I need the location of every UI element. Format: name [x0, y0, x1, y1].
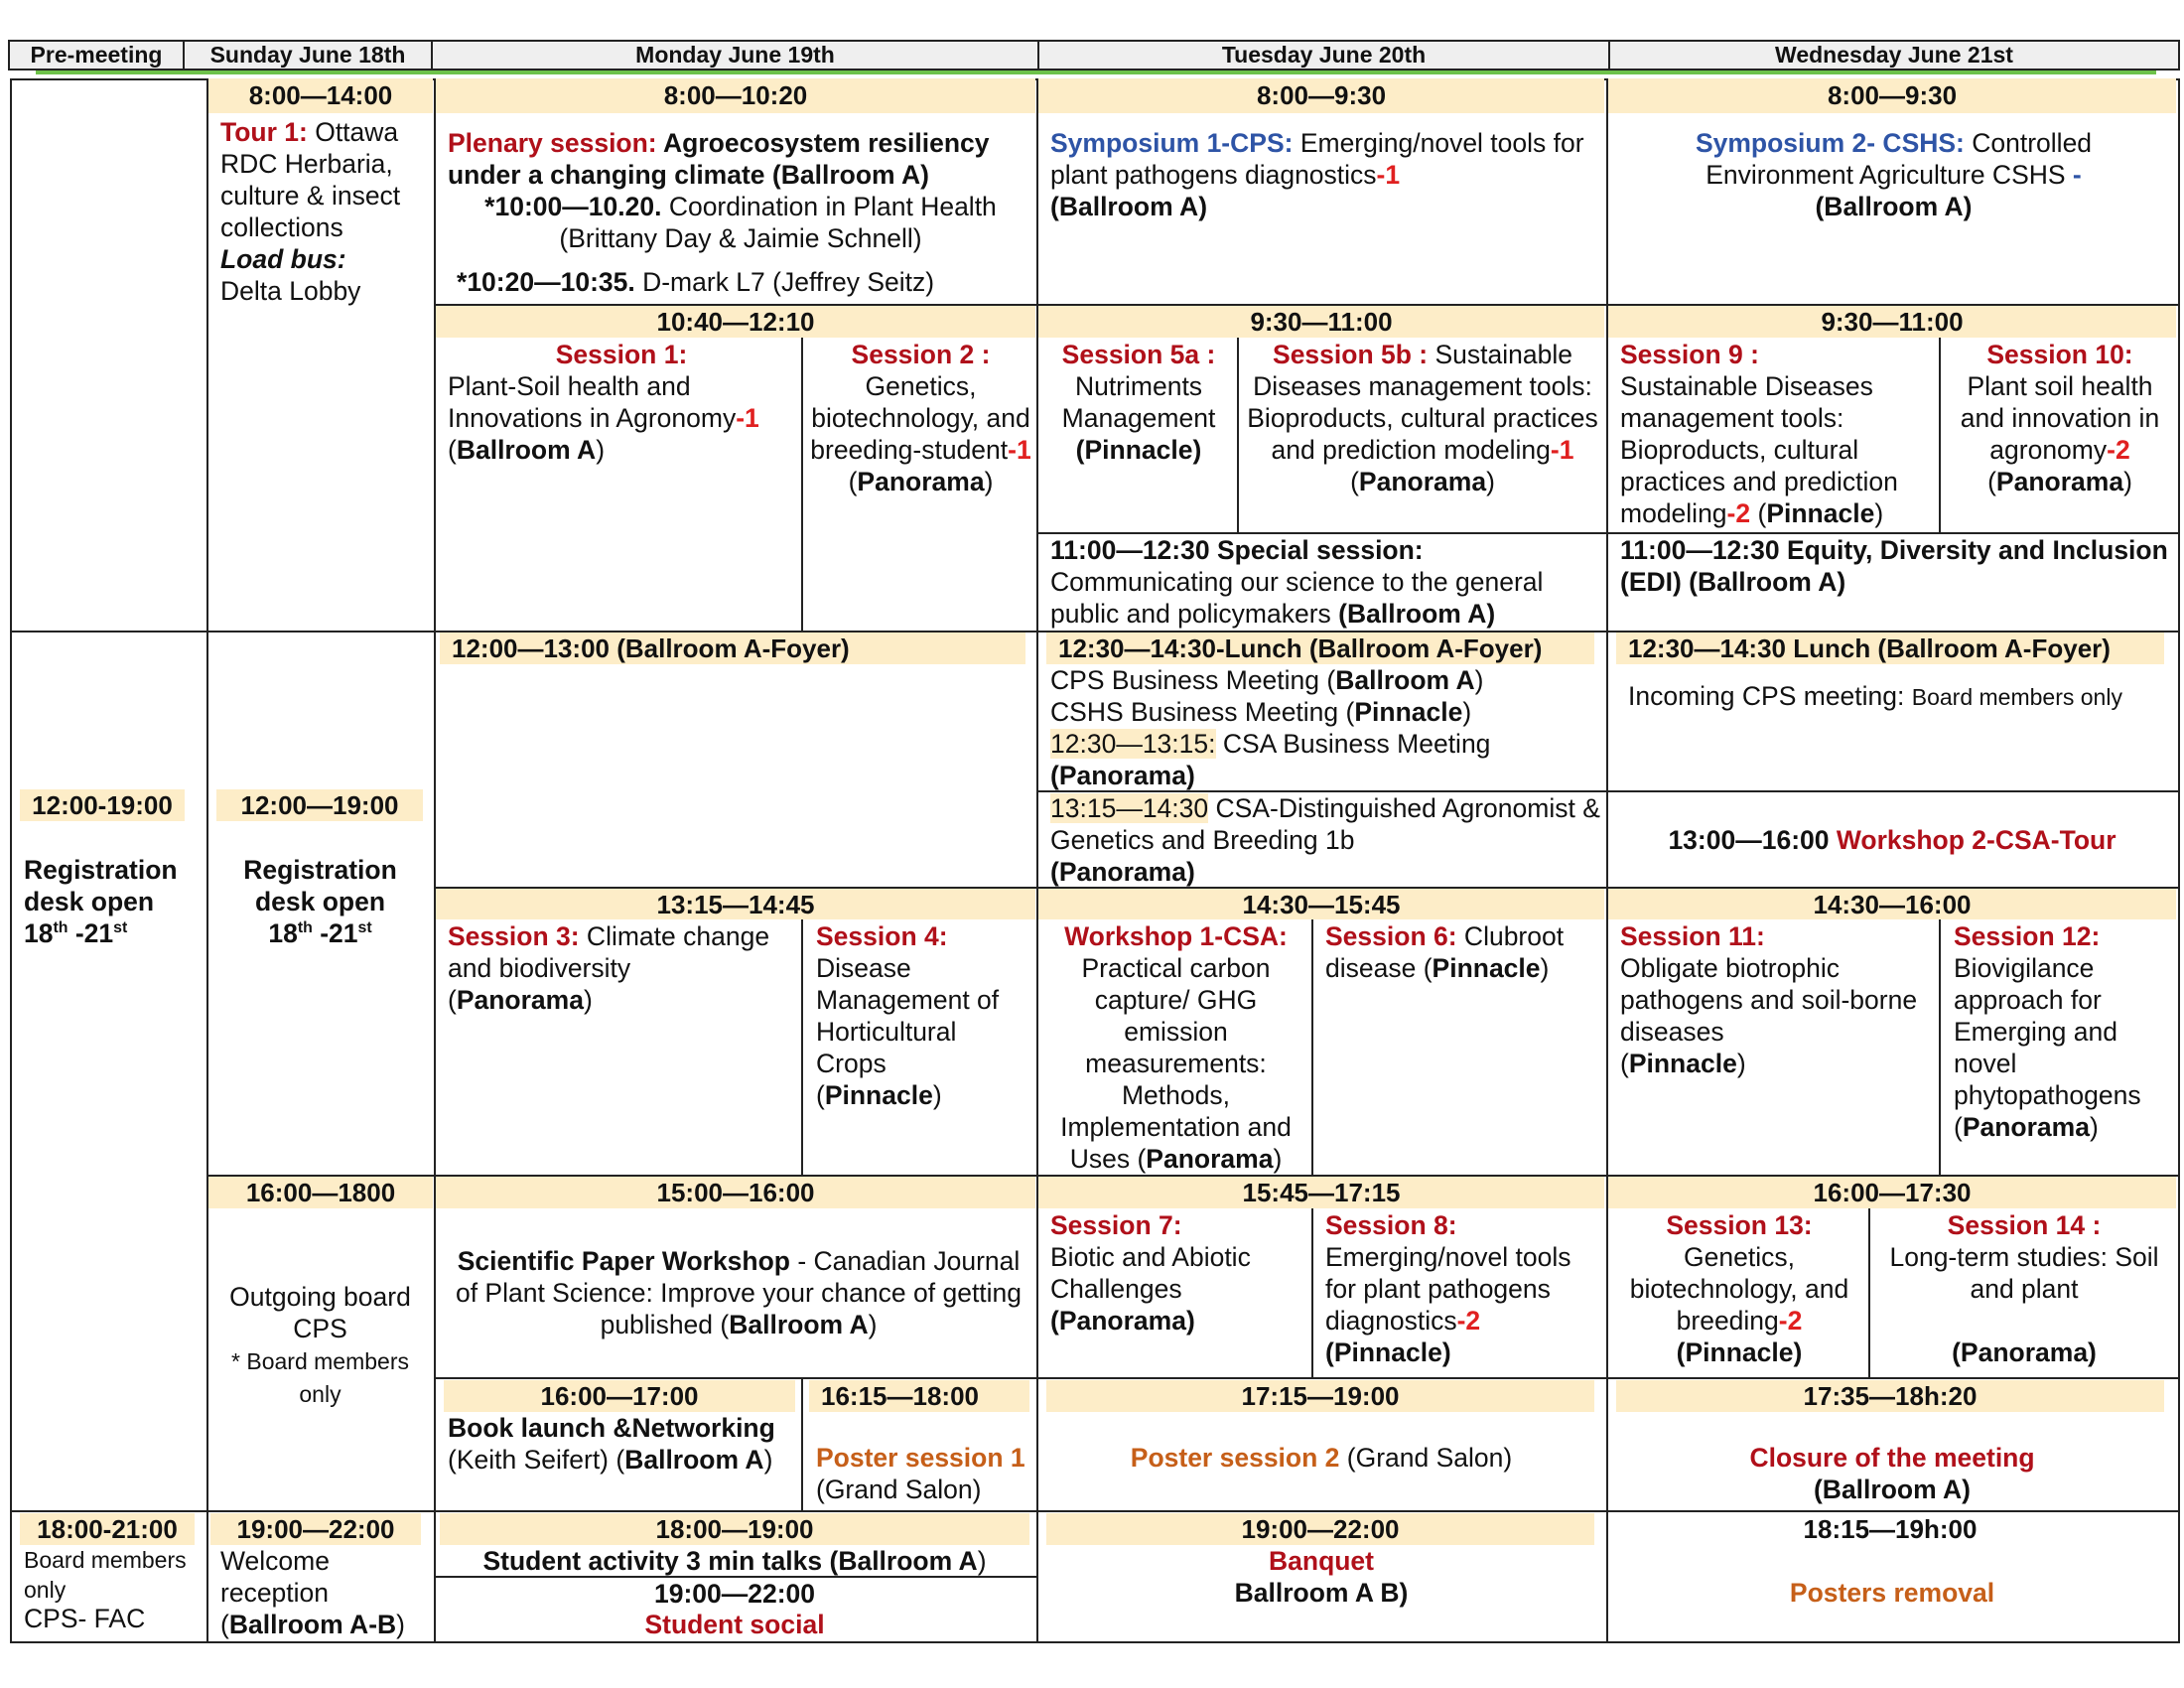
wed-removal-time: 18:15—19h:00: [1803, 1514, 1978, 1544]
wed-session-13: Session 13: Genetics, biotechnology, and breeding-2 (Pinnacle): [1629, 1210, 1849, 1367]
tue-symposium-1: Symposium 1-CPS: Emerging/novel tools for plant pathogens diagnostics-1 (Ballroom A): [1050, 128, 1584, 221]
wed-session-12: Session 12: Biovigilance approach for Emerging and novel phytopathogens (Panorama): [1954, 921, 2141, 1142]
sun-welcome-text: Welcome reception (Ballroom A-B): [220, 1546, 405, 1639]
mon-student-social: Student social: [644, 1610, 825, 1639]
mon-dmark: *10:20—10:35. D-mark L7 (Jeffrey Seitz): [457, 267, 935, 297]
sun-tour-text: Tour 1: Ottawa RDC Herbaria, culture & insect collections Load bus: Delta Lobby: [220, 117, 401, 306]
mon-s12-time: 10:40—12:10: [436, 306, 1035, 338]
sun-board-text: Outgoing board CPS * Board members only: [229, 1282, 411, 1407]
tue-special-session: 11:00—12:30 Special session: Communicating our science to the general public and policymakers (Ballroom A): [1050, 535, 1544, 629]
pre-registration-time: 12:00-19:00: [20, 789, 185, 821]
mon-lunch: 12:00—13:00 (Ballroom A-Foyer): [440, 633, 1025, 664]
mon-sci-time: 15:00—16:00: [436, 1177, 1035, 1208]
sun-welcome-time: 19:00—22:00: [210, 1513, 421, 1545]
wed-session-9: Session 9 : Sustainable Diseases management tools: Bioproducts, cultural practices and prediction modeling-2 (Pinnacle): [1620, 340, 1898, 528]
tue-sym-time: 8:00—9:30: [1038, 78, 1604, 113]
mon-s34-time: 13:15—14:45: [436, 889, 1035, 919]
mon-student-activity: Student activity 3 min talks (Ballroom A): [482, 1546, 987, 1576]
pre-registration-text: Registration desk open 18th -21st: [24, 855, 178, 948]
header-tuesday: Tuesday June 20th: [1037, 40, 1610, 70]
mon-social-time: 19:00—22:00: [653, 1579, 816, 1609]
mon-coordination: *10:00—10.20. Coordination in Plant Health (Brittany Day & Jaimie Schnell): [484, 192, 997, 253]
header-monday: Monday June 19th: [431, 40, 1039, 70]
tue-distinguished: 13:15—14:30 CSA-Distinguished Agronomist & Genetics and Breeding 1b (Panorama): [1050, 793, 1600, 887]
wed-s1112-time: 14:30—16:00: [1608, 889, 2176, 919]
header-accent-line: [36, 70, 2156, 74]
pre-board-time: 18:00-21:00: [20, 1513, 195, 1545]
pre-board-fac: CPS- FAC: [24, 1604, 146, 1633]
mon-plenary-time: 8:00—10:20: [436, 78, 1035, 113]
wed-sym-time: 8:00—9:30: [1608, 78, 2176, 113]
sun-board-time: 16:00—1800: [208, 1177, 433, 1208]
wed-symposium-2: Symposium 2- CSHS: Controlled Environment Agriculture CSHS - (Ballroom A): [1695, 128, 2093, 221]
tue-session-5a: Session 5a : Nutriments Management (Pinnacle): [1061, 340, 1216, 465]
mon-session-4: Session 4: Disease Management of Horticultural Crops (Pinnacle): [816, 921, 1000, 1110]
sun-registration-text: Registration desk open 18th -21st: [243, 855, 397, 948]
tue-session-6: Session 6: Clubroot disease (Pinnacle): [1325, 921, 1565, 983]
mon-sci-workshop: Scientific Paper Workshop - Canadian Journal of Plant Science: Improve your chance of getting published (Ballroom A): [455, 1246, 1023, 1339]
wed-session-10: Session 10: Plant soil health and innovation in agronomy-2 (Panorama): [1960, 340, 2160, 496]
wed-s9-time: 9:30—11:00: [1608, 306, 2176, 338]
tue-workshop-1: Workshop 1-CSA: Practical carbon capture/ GHG emission measurements: Methods, Implementation and Uses (Panorama): [1060, 921, 1292, 1174]
wed-workshop-2: 13:00—16:00 Workshop 2-CSA-Tour: [1668, 825, 2116, 855]
sun-registration-time: 12:00—19:00: [216, 789, 423, 821]
wed-incoming-meeting: Incoming CPS meeting: Board members only: [1628, 681, 2122, 711]
wed-session-14: Session 14 : Long-term studies: Soil and plant (Panorama): [1889, 1210, 2159, 1367]
mon-poster1-time: 16:15—18:00: [809, 1380, 1029, 1412]
wed-closure: Closure of the meeting (Ballroom A): [1749, 1443, 2035, 1504]
tue-poster-session-2: Poster session 2 (Grand Salon): [1130, 1443, 1513, 1473]
tue-s78-time: 15:45—17:15: [1038, 1177, 1604, 1208]
mon-book-launch: Book launch &Networking (Keith Seifert) (Ballroom A): [448, 1413, 775, 1475]
pre-board-text: Board members only: [24, 1547, 187, 1603]
header-premeeting: Pre-meeting: [8, 40, 185, 70]
mon-plenary-text: Plenary session: Agroecosystem resiliency under a changing climate (Ballroom A): [448, 128, 990, 190]
tue-s5-time: 9:30—11:00: [1038, 306, 1604, 338]
tue-session-8: Session 8: Emerging/novel tools for plant pathogens diagnostics-2 (Pinnacle): [1325, 1210, 1571, 1367]
header-wednesday: Wednesday June 21st: [1608, 40, 2180, 70]
wed-s1314-time: 16:00—17:30: [1608, 1177, 2176, 1208]
tue-session-7: Session 7: Biotic and Abiotic Challenges (Panorama): [1050, 1210, 1251, 1336]
wed-lunch: 12:30—14:30 Lunch (Ballroom A-Foyer): [1616, 633, 2164, 664]
mon-student-time: 18:00—19:00: [440, 1513, 1029, 1545]
tue-banquet-time: 19:00—22:00: [1046, 1513, 1594, 1545]
tue-session-5b: Session 5b : Sustainable Diseases management tools: Bioproducts, cultural practices and prediction modeling-1 (Panorama): [1247, 340, 1598, 496]
header-sunday: Sunday June 18th: [183, 40, 433, 70]
wed-edi: 11:00—12:30 Equity, Diversity and Inclusion (EDI) (Ballroom A): [1620, 535, 2168, 597]
sun-tour-time: 8:00—14:00: [208, 78, 433, 113]
mon-session-1: Session 1: Plant-Soil health and Innovations in Agronomy-1 (Ballroom A): [448, 340, 759, 465]
tue-lunch: 12:30—14:30-Lunch (Ballroom A-Foyer): [1046, 633, 1594, 664]
wed-posters-removal: Posters removal: [1789, 1578, 1995, 1608]
wed-closure-time: 17:35—18h:20: [1616, 1380, 2164, 1412]
tue-w1-time: 14:30—15:45: [1038, 889, 1604, 919]
mon-book-time: 16:00—17:00: [444, 1380, 795, 1412]
mon-session-2: Session 2 : Genetics, biotechnology, and breeding-student-1 (Panorama): [810, 340, 1031, 496]
mon-poster-session-1: Poster session 1 (Grand Salon): [816, 1443, 1025, 1504]
tue-banquet: Banquet Ballroom A B): [1234, 1546, 1409, 1608]
tue-business-meetings: CPS Business Meeting (Ballroom A) CSHS Business Meeting (Pinnacle) 12:30—13:15: CSA Business Meeting (Panorama): [1050, 665, 1491, 790]
mon-session-3: Session 3: Climate change and biodiversity (Panorama): [448, 921, 770, 1015]
wed-session-11: Session 11: Obligate biotrophic pathogens and soil-borne diseases (Pinnacle): [1620, 921, 1918, 1078]
tue-poster2-time: 17:15—19:00: [1046, 1380, 1594, 1412]
